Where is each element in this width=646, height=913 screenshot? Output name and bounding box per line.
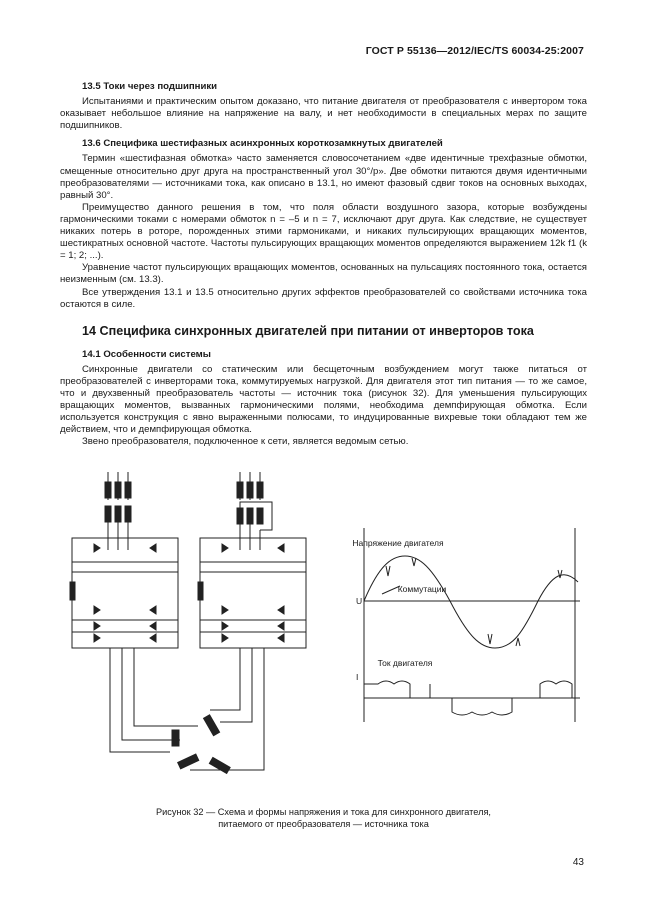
page-body	[60, 75, 587, 449]
paragraph: Испытаниями и практическим опытом доказано, что питание двигателя от преобразователя с инвертором тока оказывает небольшое влияние на напряжение на валу, и нет необходимости в специальных мерах по защите подшипников.	[60, 96, 587, 132]
u-axis-label: U	[356, 596, 363, 606]
paragraph: Термин «шестифазная обмотка» часто заменяется словосочетанием «две идентичные трехфазные обмотки, смещенные относительно друг друга на пространственный угол 30°/p». Две обмотки питаются двумя идентичными преобразователями — источниками тока, как описано в 13.1, но имеют фазовый сдвиг токов на основных выходах, равный 30°.	[60, 153, 587, 201]
caption-line-1: Рисунок 32 — Схема и формы напряжения и тока для синхронного двигателя,	[156, 807, 491, 817]
i-axis-label: I	[356, 672, 359, 682]
page-number: 43	[572, 857, 584, 868]
figure-caption	[60, 807, 587, 830]
paragraph: Уравнение частот пульсирующих вращающих моментов, основанных на пульсациях постоянного тока, остается неизменным (см. 13.3).	[60, 262, 587, 286]
paragraph: Синхронные двигатели со статическим или бесщеточным возбуждением могут также питаться от преобразователей с инверторами тока, коммутируемых нагрузкой. Для двигателя этот тип питания — то же самое, что и двухзвенный преобразователь частоты — источник тока (рисунок 32). Для уменьшения пульсирующих вращающих моментов, вызванных гармоническими полями, необходима демпфирующая обмотка. Если используется конструкция с явно выраженными полюсами, то индуцированные вихревые токи обладают тем же действием, что и демпфирующая обмотка.	[60, 363, 587, 436]
paragraph: Преимущество данного решения в том, что поля области воздушного зазора, которые возбуждены гармоническими токами с номерами обмоток n = –5 и n = 7, исключают друг друга. Как следствие, не существует никаких потерь в роторе, порожденных этими гармониками, и никаких пульсирующих вращающих моментов, шестикратных основной частоте. Частоты пульсирующих вращающих моментов определяются выражением 12k f1 (k = 1; 2; ...).	[60, 201, 587, 262]
motor-windings	[172, 715, 230, 774]
document-header: ГОСТ Р 55136—2012/IEC/TS 60034-25:2007	[365, 45, 584, 57]
figure-32	[60, 470, 587, 800]
current-label: Ток двигателя	[377, 658, 433, 668]
waveform-panel	[352, 528, 580, 722]
section-heading-14-1: 14.1 Особенности системы	[82, 348, 211, 360]
voltage-waveform	[364, 556, 578, 648]
bridge-block-right	[198, 538, 306, 648]
commutation-notches	[386, 558, 562, 646]
chapter-heading-14: 14 Специфика синхронных двигателей при питании от инверторов тока	[82, 323, 534, 338]
section-heading-13-6: 13.6 Специфика шестифазных асинхронных короткозамкнутых двигателей	[82, 138, 443, 150]
output-wiring	[110, 648, 264, 770]
paragraph: Все утверждения 13.1 и 13.5 относительно других эффектов преобразователей со свойствами источника тока остаются в силе.	[60, 286, 587, 310]
paragraph: Звено преобразователя, подключенное к сети, является ведомым сетью.	[82, 436, 409, 448]
thyristor-diodes	[94, 544, 284, 642]
commutation-label: Коммутации	[397, 584, 447, 594]
caption-line-2: питаемого от преобразователя — источника тока	[218, 818, 429, 829]
converter-circuit-diagram	[70, 472, 306, 773]
bridge-block-left	[70, 538, 178, 648]
voltage-label: Напряжение двигателя	[352, 538, 444, 548]
section-heading-13-5: 13.5 Токи через подшипники	[82, 81, 218, 92]
